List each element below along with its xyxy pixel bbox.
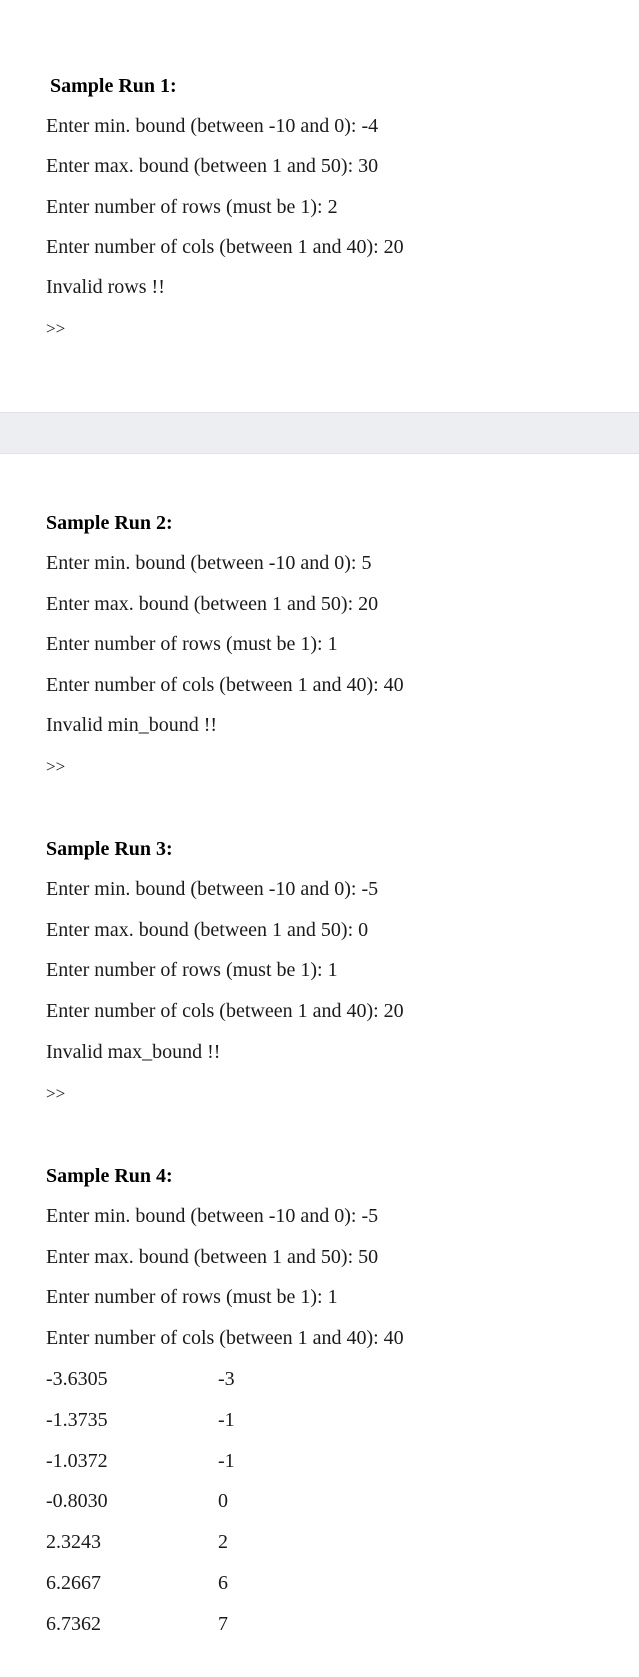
run4-min-bound-line: Enter min. bound (between -10 and 0): -5	[46, 1205, 379, 1227]
output-value: -0.8030	[46, 1490, 108, 1512]
output-rounded: -1	[218, 1450, 235, 1472]
run4-heading: Sample Run 4:	[46, 1165, 173, 1187]
run1-rows-line: Enter number of rows (must be 1): 2	[46, 196, 338, 218]
run3-rows-line: Enter number of rows (must be 1): 1	[46, 959, 338, 981]
output-rounded: -1	[218, 1409, 235, 1431]
output-rounded: 6	[218, 1572, 228, 1594]
run2-heading: Sample Run 2:	[46, 512, 173, 534]
run3-max-bound-line: Enter max. bound (between 1 and 50): 0	[46, 919, 369, 941]
page-divider	[0, 412, 639, 454]
output-value: -3.6305	[46, 1368, 108, 1390]
run1-cols-line: Enter number of cols (between 1 and 40): 20	[46, 236, 404, 258]
output-rounded: 7	[218, 1613, 228, 1635]
run2-rows-line: Enter number of rows (must be 1): 1	[46, 633, 338, 655]
run1-error-message: Invalid rows !!	[46, 276, 165, 298]
output-value: 6.2667	[46, 1572, 101, 1594]
output-value: 2.3243	[46, 1531, 101, 1553]
run2-cols-line: Enter number of cols (between 1 and 40): 40	[46, 674, 404, 696]
run3-heading: Sample Run 3:	[46, 838, 173, 860]
run3-prompt: >>	[46, 1084, 66, 1103]
output-value: -1.3735	[46, 1409, 108, 1431]
run2-max-bound-line: Enter max. bound (between 1 and 50): 20	[46, 593, 379, 615]
run1-prompt: >>	[46, 319, 66, 338]
run3-cols-line: Enter number of cols (between 1 and 40): 20	[46, 1000, 404, 1022]
run2-error-message: Invalid min_bound !!	[46, 714, 218, 736]
run1-min-bound-line: Enter min. bound (between -10 and 0): -4	[46, 115, 379, 137]
run4-max-bound-line: Enter max. bound (between 1 and 50): 50	[46, 1246, 379, 1268]
run2-prompt: >>	[46, 757, 66, 776]
output-rounded: -3	[218, 1368, 235, 1390]
run4-cols-line: Enter number of cols (between 1 and 40): 40	[46, 1327, 404, 1349]
run4-rows-line: Enter number of rows (must be 1): 1	[46, 1286, 338, 1308]
run3-min-bound-line: Enter min. bound (between -10 and 0): -5	[46, 878, 379, 900]
output-value: -1.0372	[46, 1450, 108, 1472]
run3-error-message: Invalid max_bound !!	[46, 1041, 221, 1063]
run1-max-bound-line: Enter max. bound (between 1 and 50): 30	[46, 155, 379, 177]
output-rounded: 0	[218, 1490, 228, 1512]
run2-min-bound-line: Enter min. bound (between -10 and 0): 5	[46, 552, 372, 574]
run1-heading: Sample Run 1:	[50, 75, 177, 97]
output-rounded: 2	[218, 1531, 228, 1553]
output-value: 6.7362	[46, 1613, 101, 1635]
